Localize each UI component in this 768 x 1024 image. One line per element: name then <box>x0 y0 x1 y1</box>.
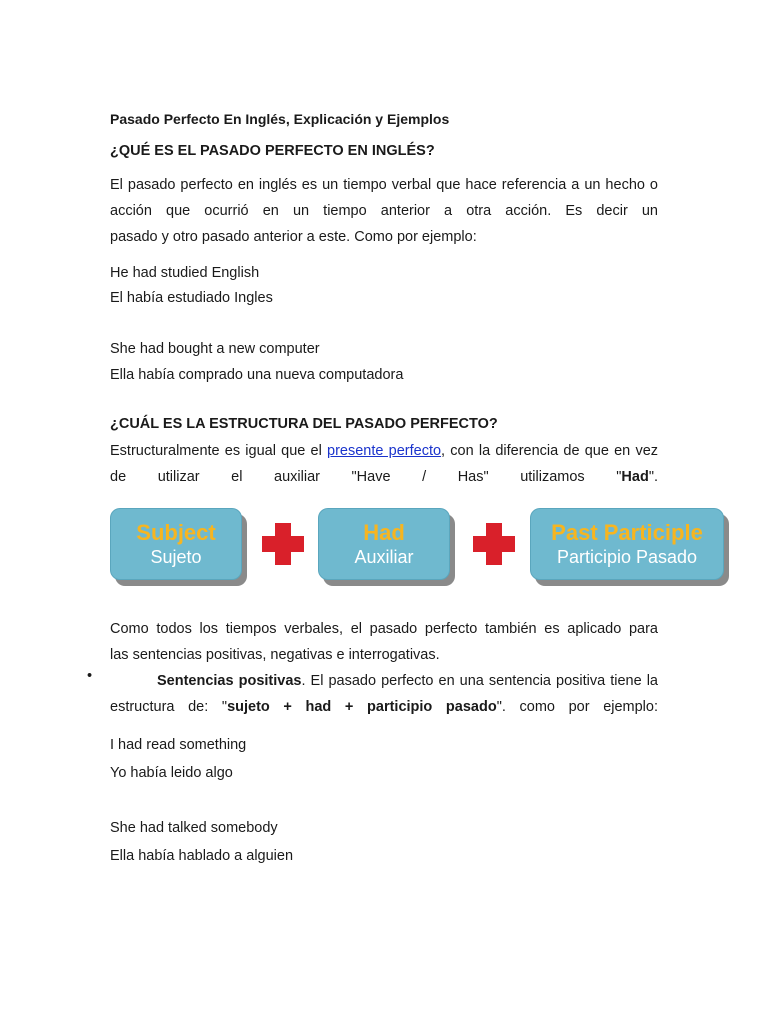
positive-sentences-formula: sujeto + had + participio pasado <box>227 699 497 715</box>
bullet-icon: • <box>87 668 93 684</box>
diagram-box-past-participle <box>530 508 724 580</box>
example-1-english: He had studied English <box>110 265 260 281</box>
heading-what-is: ¿QUÉ ES EL PASADO PERFECTO EN INGLÉS? <box>110 143 435 159</box>
diagram-box-subject-title: Subject <box>136 520 216 545</box>
positive-sentences-text: . El pasado perfecto en una sentencia positiva tiene la estructura de: " <box>110 673 658 715</box>
paragraph-definition-part1: El pasado perfecto en inglés es un tiempo verbal que hace referencia a un hecho o acción que ocurrió en un tiempo anterior a otra acción. Es decir un <box>110 177 658 219</box>
positive-sentences-end: ". como por ejemplo: <box>496 699 658 715</box>
sentence-types-part2: las sentencias positivas, negativas e interrogativas. <box>110 647 440 663</box>
example-2-spanish: Ella había comprado una nueva computadora <box>110 367 404 383</box>
positive-sentences-label: Sentencias positivas <box>157 673 302 689</box>
heading-structure: ¿CUÁL ES LA ESTRUCTURA DEL PASADO PERFECTO? <box>110 416 498 432</box>
paragraph-definition-part2: pasado y otro pasado anterior a este. Como por ejemplo: <box>110 229 477 245</box>
example-3-spanish: Yo había leido algo <box>110 765 233 781</box>
structure-text-mid: , con la diferencia de que en vez de utilizar el auxiliar "Have / Has" utilizamos " <box>110 443 659 485</box>
example-1-spanish: El había estudiado Ingles <box>110 290 273 306</box>
diagram-box-past-participle-title: Past Participle <box>551 520 703 545</box>
diagram-box-had-subtitle: Auxiliar <box>354 547 414 567</box>
document-title: Pasado Perfecto En Inglés, Explicación y Ejemplos <box>110 111 450 127</box>
diagram-box-subject <box>110 508 242 580</box>
structure-text-had: Had <box>621 469 649 485</box>
example-4-spanish: Ella había hablado a alguien <box>110 848 294 864</box>
paragraph-sentence-types <box>110 616 658 668</box>
structure-text-pre: Estructuralmente es igual que el <box>110 443 328 459</box>
diagram-box-past-participle-subtitle: Participio Pasado <box>556 547 698 567</box>
example-4-english: She had talked somebody <box>110 820 278 836</box>
diagram-box-had <box>318 508 450 580</box>
diagram-box-subject-subtitle: Sujeto <box>150 547 202 567</box>
structure-text-end: ". <box>648 469 658 485</box>
paragraph-structure <box>110 438 658 490</box>
bullet-positive-sentences <box>110 668 658 720</box>
plus-icon <box>473 523 515 565</box>
plus-icon <box>262 523 304 565</box>
example-3-english: I had read something <box>110 737 247 753</box>
paragraph-definition <box>110 172 658 250</box>
sentence-types-part1: Como todos los tiempos verbales, el pasado perfecto también es aplicado para <box>110 621 658 637</box>
presente-perfecto-link[interactable]: presente perfecto <box>327 443 442 459</box>
diagram-box-had-title: Had <box>363 520 405 545</box>
example-2-english: She had bought a new computer <box>110 341 320 357</box>
